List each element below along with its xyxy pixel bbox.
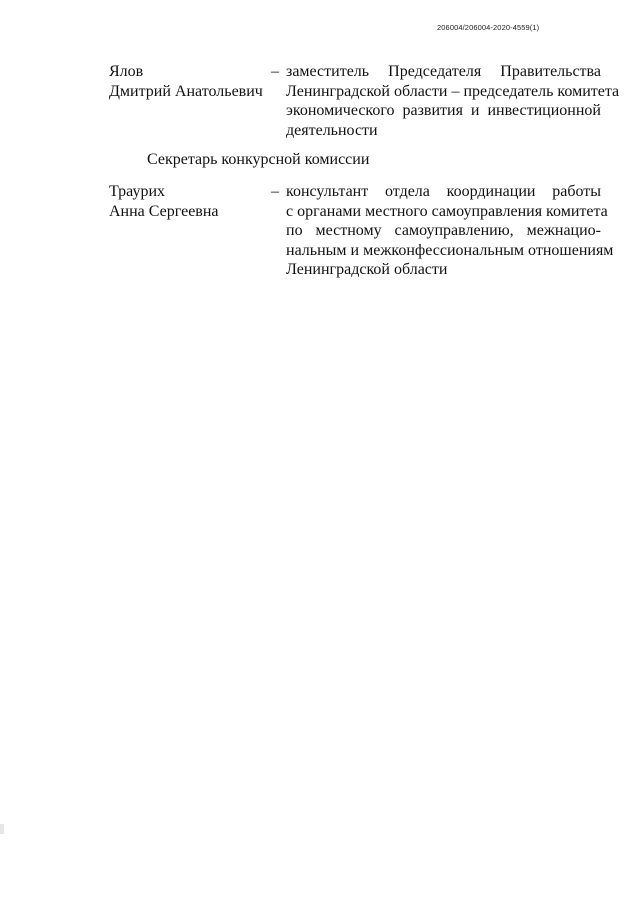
member-given-names: Анна Сергеевна	[109, 202, 219, 220]
dash-separator: –	[271, 63, 279, 80]
role-line: заместитель Председателя Правительства	[286, 63, 601, 80]
role-line: Ленинградской области – председатель комитета	[286, 82, 620, 100]
secretary-heading: Секретарь конкурсной комиссии	[147, 151, 370, 168]
role-line: Ленинградской области	[286, 261, 448, 278]
member-surname: Ялов	[109, 63, 144, 80]
member-name	[109, 182, 219, 221]
member-name	[109, 62, 263, 101]
member-role	[286, 62, 620, 140]
member-given-names: Дмитрий Анатольевич	[109, 82, 263, 100]
role-line: консультант отдела координации работы	[286, 183, 601, 200]
role-line: по местному самоуправлению, межнацио-	[286, 222, 601, 239]
member-role	[286, 182, 614, 280]
role-line: экономического развития и инвестиционной	[286, 102, 601, 119]
role-line: деятельности	[286, 121, 378, 139]
role-line: нальным и межконфессиональным отношениям	[286, 241, 614, 259]
member-surname: Траурих	[109, 183, 166, 200]
scan-artifact	[0, 824, 4, 834]
dash-separator: –	[271, 183, 279, 200]
document-id: 206004/206004-2020-4559(1)	[437, 23, 540, 32]
role-line: с органами местного самоуправления комитета	[286, 202, 608, 220]
